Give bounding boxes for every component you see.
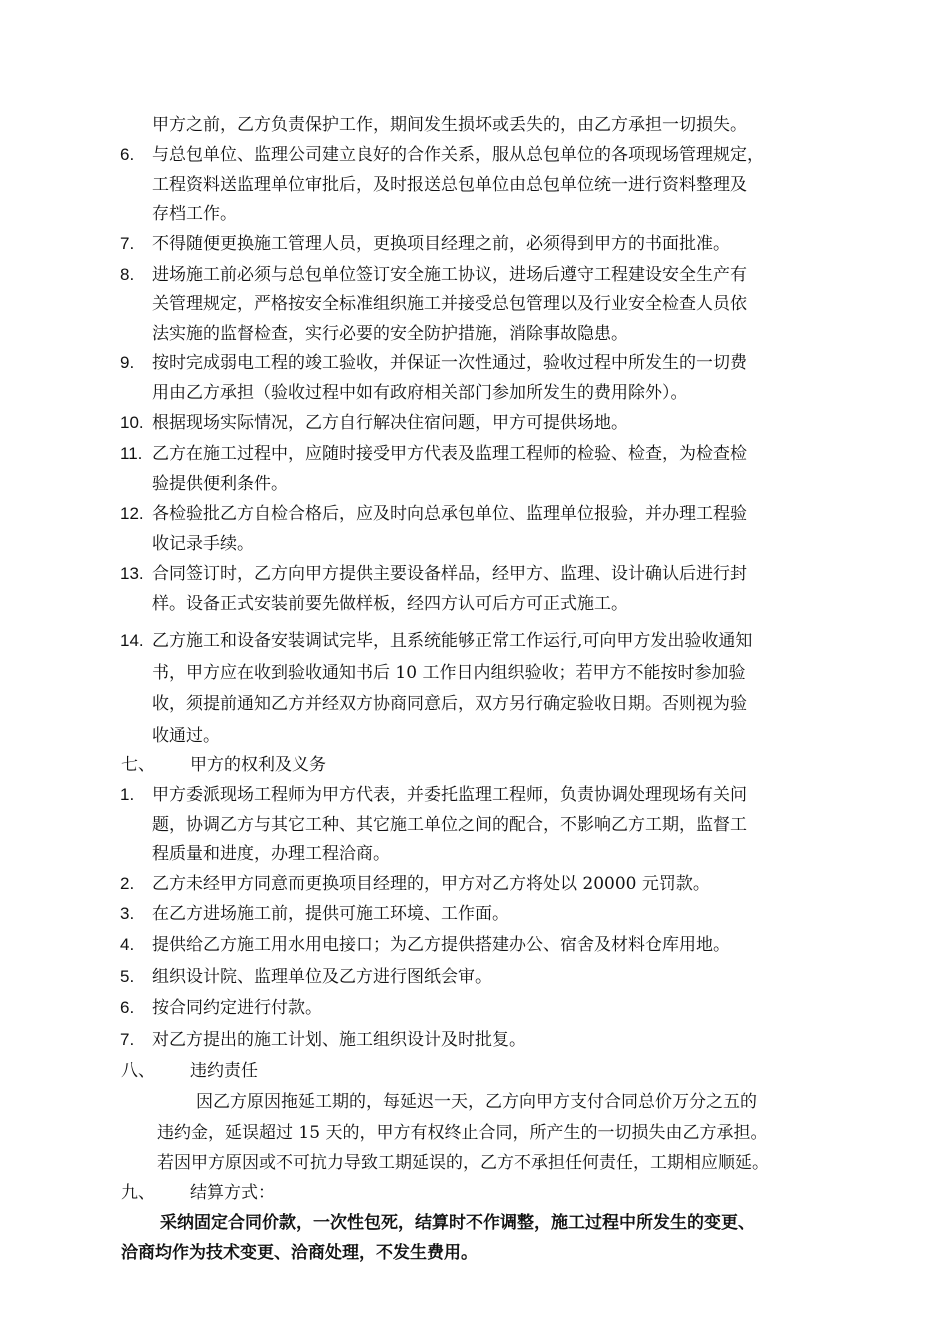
- paragraph-line: 因乙方原因拖延工期的，每延迟一天，乙方向甲方支付合同总价万分之五的: [196, 1092, 757, 1112]
- paragraph-line: 若因甲方原因或不可抗力导致工期延误的，乙方不承担任何责任，工期相应顺延。: [157, 1153, 769, 1173]
- item-number: 2.: [120, 874, 135, 893]
- item-number: 7.: [120, 1030, 135, 1049]
- item-number: 3.: [120, 904, 135, 923]
- paragraph-line: 收通过。: [152, 726, 220, 746]
- section-number: 八、: [121, 1061, 155, 1081]
- paragraph-line: 按时完成弱电工程的竣工验收，并保证一次性通过，验收过程中所发生的一切费: [152, 353, 747, 373]
- paragraph-line: 合同签订时，乙方向甲方提供主要设备样品，经甲方、监理、设计确认后进行封: [152, 564, 747, 584]
- paragraph-line: 对乙方提出的施工计划、施工组织设计及时批复。: [152, 1030, 526, 1050]
- item-number: 9.: [120, 353, 135, 372]
- section-heading: 结算方式：: [190, 1183, 275, 1203]
- section-heading: 违约责任: [190, 1061, 258, 1081]
- paragraph-line: 在乙方进场施工前，提供可施工环境、工作面。: [152, 904, 509, 924]
- bold-paragraph-line: 洽商均作为技术变更、洽商处理，不发生费用。: [121, 1243, 478, 1263]
- paragraph-line: 乙方在施工过程中，应随时接受甲方代表及监理工程师的检验、检查，为检查检: [152, 444, 747, 464]
- item-number: 1.: [120, 785, 135, 804]
- paragraph-line: 法实施的监督检查，实行必要的安全防护措施，消除事故隐患。: [152, 324, 628, 344]
- paragraph-line: 提供给乙方施工用水用电接口；为乙方提供搭建办公、宿舍及材料仓库用地。: [152, 935, 730, 955]
- paragraph-line: 用由乙方承担（验收过程中如有政府相关部门参加所发生的费用除外）。: [152, 383, 688, 403]
- paragraph-line: 与总包单位、监理公司建立良好的合作关系，服从总包单位的各项现场管理规定，: [152, 145, 764, 165]
- paragraph-line: 存档工作。: [152, 204, 237, 224]
- paragraph-line: 乙方未经甲方同意而更换项目经理的，甲方对乙方将处以 20000 元罚款。: [152, 874, 710, 894]
- paragraph-line: 甲方委派现场工程师为甲方代表，并委托监理工程师，负责协调处理现场有关问: [152, 785, 747, 805]
- item-number: 5.: [120, 967, 135, 986]
- paragraph-line: 工程资料送监理单位审批后，及时报送总包单位由总包单位统一进行资料整理及: [152, 175, 747, 195]
- item-number: 10.: [120, 413, 144, 432]
- item-number: 6.: [120, 145, 135, 164]
- item-number: 6.: [120, 998, 135, 1017]
- paragraph-line: 题，协调乙方与其它工种、其它施工单位之间的配合，不影响乙方工期，监督工: [152, 815, 747, 835]
- paragraph-line: 进场施工前必须与总包单位签订安全施工协议，进场后遵守工程建设安全生产有: [152, 265, 747, 285]
- paragraph-line: 组织设计院、监理单位及乙方进行图纸会审。: [152, 967, 492, 987]
- paragraph-line: 收，须提前通知乙方并经双方协商同意后，双方另行确定验收日期。否则视为验: [152, 694, 747, 714]
- paragraph-line: 关管理规定，严格按安全标准组织施工并接受总包管理以及行业安全检查人员依: [152, 294, 747, 314]
- paragraph-line: 按合同约定进行付款。: [152, 998, 322, 1018]
- item-number: 12.: [120, 504, 144, 523]
- paragraph-line: 书，甲方应在收到验收通知书后 10 工作日内组织验收；若甲方不能按时参加验: [152, 663, 746, 683]
- paragraph-line: 违约金，延误超过 15 天的，甲方有权终止合同，所产生的一切损失由乙方承担。: [157, 1123, 768, 1143]
- paragraph-line: 样。设备正式安装前要先做样板，经四方认可后方可正式施工。: [152, 594, 628, 614]
- item-number: 7.: [120, 234, 135, 253]
- item-number: 4.: [120, 935, 135, 954]
- paragraph-line: 程质量和进度，办理工程洽商。: [152, 844, 390, 864]
- bold-paragraph-line: 采纳固定合同价款，一次性包死，结算时不作调整，施工过程中所发生的变更、: [160, 1213, 755, 1233]
- paragraph-line: 乙方施工和设备安装调试完毕，且系统能够正常工作运行,可向甲方发出验收通知: [152, 631, 753, 651]
- item-number: 14.: [120, 631, 144, 650]
- item-number: 11.: [120, 444, 143, 463]
- section-number: 七、: [121, 755, 155, 775]
- section-number: 九、: [121, 1183, 155, 1203]
- item-number: 13.: [120, 564, 144, 583]
- paragraph-line: 收记录手续。: [152, 534, 254, 554]
- paragraph-line: 根据现场实际情况，乙方自行解决住宿问题，甲方可提供场地。: [152, 413, 628, 433]
- item-number: 8.: [120, 265, 135, 284]
- paragraph-line: 不得随便更换施工管理人员，更换项目经理之前，必须得到甲方的书面批准。: [152, 234, 730, 254]
- paragraph-line: 验提供便利条件。: [152, 474, 288, 494]
- paragraph-line: 各检验批乙方自检合格后，应及时向总承包单位、监理单位报验，并办理工程验: [152, 504, 747, 524]
- paragraph-line: 甲方之前，乙方负责保护工作，期间发生损坏或丢失的，由乙方承担一切损失。: [152, 115, 747, 135]
- section-heading: 甲方的权利及义务: [190, 755, 326, 775]
